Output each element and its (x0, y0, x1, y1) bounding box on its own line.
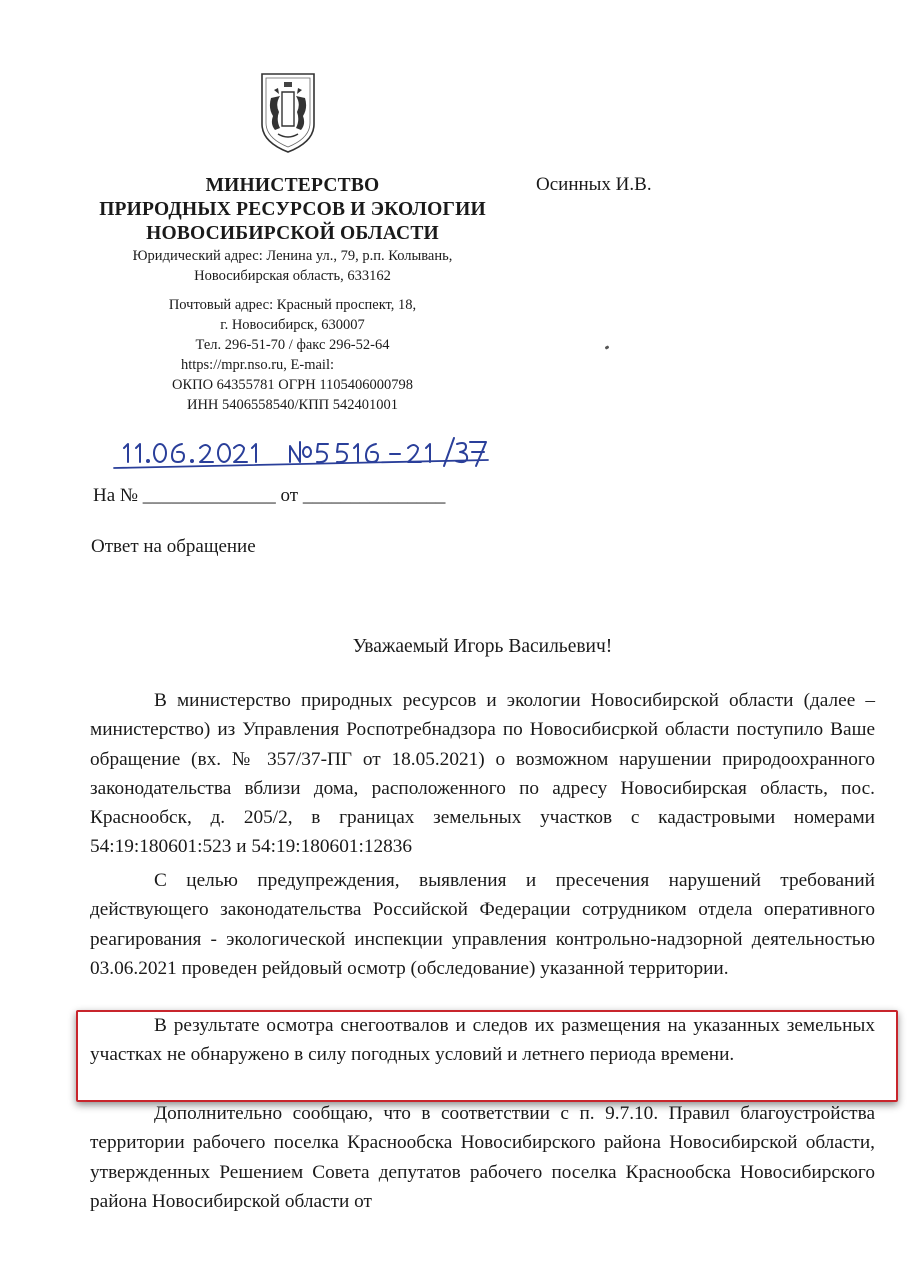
reference-number-line: На № ______________ от _______________ (93, 485, 446, 506)
letter-subject: Ответ на обращение (91, 536, 256, 557)
body-paragraph-4 (90, 1099, 875, 1216)
greeting: Уважаемый Игорь Васильевич! (352, 636, 613, 657)
coat-of-arms-emblem (256, 68, 320, 154)
legal-address-line-2: Новосибирская область, 633162 (194, 268, 391, 284)
recipient-name: Осинных И.В. (536, 174, 652, 195)
body-paragraph-1 (90, 686, 875, 862)
paper-speck (605, 345, 610, 350)
postal-address-line-2: г. Новосибирск, 630007 (220, 317, 365, 333)
inn-kpp: ИНН 5406558540/КПП 542401001 (186, 397, 399, 413)
highlight-box (76, 1010, 898, 1102)
paragraph-2-text: С целью предупреждения, выявления и пресечения нарушений требований действующего законодательства Российской Федерации сотрудником отдела оперативного реагирования - экологической инспекции управления контрольно-надзорной деятельностью 03.06.2021 проведен рейдовый осмотр (обследование) указанной территории. (90, 870, 875, 979)
handwritten-date-reference (110, 430, 490, 474)
legal-address-line-1: Юридический адрес: Ленина ул., 79, р.п. Колывань, (132, 248, 453, 264)
postal-address-line-1: Почтовый адрес: Красный проспект, 18, (168, 297, 417, 313)
okpo-ogrn: ОКПО 64355781 ОГРН 1105406000798 (171, 377, 414, 393)
ministry-title-line-3: НОВОСИБИРСКОЙ ОБЛАСТИ (146, 223, 439, 244)
body-paragraph-2 (90, 866, 875, 983)
paragraph-1-text: В министерство природных ресурсов и экологии Новосибирской области (далее – министерство) из Управления Роспотребнадзора по Новосибисркой области поступило Ваше обращение (вх. № 357/37-ПГ от 18.05.2021) о возможном нарушении природоохранного законодательства вблизи дома, расположенного по адресу Новосибирская область, пос. Краснообск, д. 205/2, в границах земельных участков с кадастровыми номерами 54:19:180601:523 и 54:19:180601:12836 (90, 690, 875, 858)
website-email: https://mpr.nso.ru, E-mail: (180, 357, 335, 373)
ministry-title-line-1: МИНИСТЕРСТВО (205, 175, 380, 196)
paragraph-4-text: Дополнительно сообщаю, что в соответствии с п. 9.7.10. Правил благоустройства территории рабочего поселка Краснообска Новосибирского района Новосибирской области, утвержденных Решением Совета депутатов рабочего поселка Краснообска Новосибирского района Новосибирской области от (90, 1103, 875, 1212)
letterhead (60, 174, 525, 415)
paragraph-3-text: В результате осмотра снегоотвалов и следов их размещения на указанных земельных участках не обнаружено в силу погодных условий и летнего периода времени. (90, 1015, 875, 1066)
ministry-title-line-2: ПРИРОДНЫХ РЕСУРСОВ И ЭКОЛОГИИ (99, 199, 486, 220)
phone-fax: Тел. 296-51-70 / факс 296-52-64 (195, 337, 390, 353)
